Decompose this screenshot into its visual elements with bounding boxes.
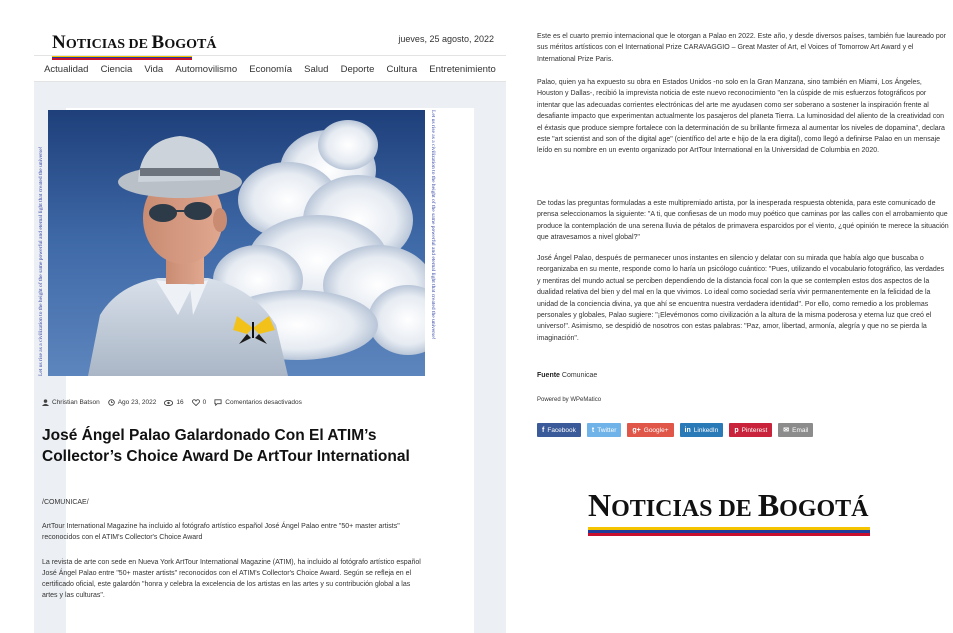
site-logo[interactable] — [52, 32, 217, 54]
nav-item-cultura[interactable]: Cultura — [386, 63, 418, 75]
logo-letter: B — [151, 32, 165, 53]
meta-views — [164, 399, 183, 406]
nav-item-deporte[interactable]: Deporte — [340, 63, 375, 75]
post-meta — [42, 399, 302, 406]
comment-icon — [214, 399, 222, 406]
powered-by: Powered by WPeMatico — [537, 397, 602, 403]
article-paragraph: José Ángel Palao, después de permanecer unos instantes en silencio y delatar con su mirada que había algo que buscaba o reorganizaba en su mente, responde como lo haría un psicólogo cuántico: "Pues, utilizando el vocabulario fotográfico, las verdades y mentiras del mundo actual se perciben dependiendo de la distancia focal con la que se contemplen estos dos aspectos de la dualidad relativa del bien y del mal en la que vivimos. Lo ideal como sociedad sería vivir permanentemente en la felicidad de la unidad de la conciencia divina, ya que ahí se encuentra nuestra verdadera identidad". Por ello, como remedio a los problemas personales y globales, Palao sugiere: "¡Elevémonos como civilización a la altura de la misma poderosa y eterna luz que creó el universo!". Asimismo, se despidió de nosotros con estas palabras: "Paz, amor, libertad, armonía, alegría y que no se pierda la imaginación". — [537, 255, 945, 342]
view-count: 16 — [176, 399, 184, 406]
divider — [34, 55, 506, 56]
google-plus-icon: g+ — [632, 426, 641, 434]
article-paragraph: La revista de arte con sede en Nueva York ArtTour International Magazine (ATIM), ha incluido al fotógrafo artístico español José Ángel Palao entre "50+ master artists" reconocidos con el ATIM's Collector's Choice Award. Según se refleja en el certificado oficial, este galardón "honra y celebra la excelencia de los artistas en las artes y su contribución global a las artes y las culturas". — [42, 559, 421, 599]
main-nav — [34, 58, 506, 80]
article-paragraph: De todas las preguntas formuladas a este multipremiado artista, por la inesperada respuesta obtenida, para este comunicado de prensa seleccionamos la siguiente: "A ti, que confiesas de un modo muy poético que caminas por las calles con el arrobamiento que produce la contemplación de una serena lluvia de pétalos de primavera esparcidos por el viento, ¿qué opinión te merece la situación que atravesamos a nivel global?" — [537, 200, 949, 242]
nav-item-vida[interactable]: Vida — [144, 63, 164, 75]
logo-text: OGOTÁ — [164, 37, 217, 52]
article-paragraph: Palao, quien ya ha expuesto su obra en Estados Unidos -no solo en la Gran Manzana, sino también en Miami, Los Ángeles, Houston y Dallas-, recibió la imprevista noticia de este nuevo reconocimiento "en la cúspide de mis esfuerzos fotográficos por intentar que las adecuadas corrientes electrónicas del arte me ayudasen como ser soberano a sostener la inspiración frente al desafiante impacto que experimentan actualmente los pasajeros del planeta Tierra. La luminosidad del aliento de la creatividad con el éxtasis que produce siempre fortalece con la determinación de su brillante firmeza al aumentar los niveles de dopamina", declara este "art scientist and son of the digital age" (científico del arte e hijo de la era digital), como llegó a definirse Palao en un mensaje leído en su nombre en un evento organizado por ArtTour International en la Universidad de Columbia en 2020. — [537, 79, 945, 155]
clock-icon — [108, 399, 115, 406]
post-date: Ago 23, 2022 — [117, 399, 157, 406]
meta-date — [108, 399, 157, 406]
source-label: Fuente — [537, 372, 560, 379]
logo-text: OTICIAS DE — [611, 496, 758, 522]
header-date: jueves, 25 agosto, 2022 — [398, 34, 494, 44]
logo-letter: N — [52, 32, 66, 53]
image-side-caption: Let us rise as a civilization to the height of the same powerful and eternal light that created the universe! — [38, 146, 44, 376]
like-count: 0 — [202, 399, 207, 406]
linkedin-icon: in — [684, 426, 691, 434]
share-twitter-button[interactable] — [587, 423, 622, 437]
source-link[interactable]: Comunicae — [561, 372, 598, 379]
logo-text: OGOTÁ — [779, 496, 869, 522]
share-pinterest-button[interactable] — [729, 423, 772, 437]
image-side-caption: Let us rise as a civilization to the height of the same powerful and eternal light that created the universe! — [430, 110, 436, 340]
share-google-plus-button[interactable] — [627, 423, 673, 437]
nav-item-salud[interactable]: Salud — [304, 63, 329, 75]
twitter-icon: t — [591, 426, 595, 434]
eye-icon — [164, 400, 173, 406]
share-label: Google+ — [643, 426, 669, 434]
meta-likes[interactable] — [192, 399, 207, 406]
nav-item-actualidad[interactable]: Actualidad — [44, 63, 89, 75]
share-label: Twitter — [597, 426, 617, 434]
featured-image[interactable] — [48, 110, 425, 376]
logo-letter: B — [757, 487, 780, 523]
email-icon: ✉ — [783, 427, 790, 434]
logo-flag-stripe — [588, 527, 870, 536]
pinterest-icon: p — [734, 426, 739, 434]
share-facebook-button[interactable] — [537, 423, 581, 437]
article-paragraph: ArtTour International Magazine ha incluido al fotógrafo artístico español José Ángel Palao entre "50+ master artists" reconocidos con el ATIM's Collector's Choice Award — [42, 523, 400, 541]
site-logo-large[interactable] — [588, 487, 869, 524]
logo-text: OTICIAS DE — [65, 37, 152, 52]
share-buttons — [537, 423, 813, 437]
article-source-tag: /COMUNICAE/ — [42, 499, 89, 506]
heart-icon — [192, 399, 200, 406]
meta-author[interactable] — [42, 399, 100, 406]
share-linkedin-button[interactable] — [680, 423, 724, 437]
nav-item-automovilismo[interactable]: Automovilismo — [175, 63, 238, 75]
nav-item-economia[interactable]: Economía — [249, 63, 293, 75]
nav-item-entretenimiento[interactable]: Entretenimiento — [429, 63, 496, 75]
logo-letter: N — [588, 487, 612, 523]
share-label: Pinterest — [741, 426, 768, 434]
share-email-button[interactable] — [778, 423, 813, 437]
article-title: José Ángel Palao Galardonado Con El ATIM’s Collector’s Choice Award De ArtTour International — [42, 427, 410, 465]
share-label: Email — [792, 426, 809, 434]
share-label: Facebook — [547, 426, 576, 434]
meta-comments — [214, 399, 302, 406]
user-icon — [42, 399, 49, 406]
article-paragraph: Este es el cuarto premio internacional que le otorgan a Palao en 2022. Este año, y desde diversos países, también fue laureado por sus méritos artísticos con el International Prize CARAVAGGIO – Great Master of Art, el Voices of Tomorrow Art Award y el International Prize Paris. — [537, 33, 946, 63]
comments-status: Comentarios desactivados — [225, 399, 302, 406]
nav-item-ciencia[interactable]: Ciencia — [100, 63, 133, 75]
article-source — [537, 372, 597, 379]
facebook-icon: f — [542, 426, 545, 434]
share-label: LinkedIn — [693, 426, 719, 434]
author-name: Christian Batson — [52, 399, 100, 406]
